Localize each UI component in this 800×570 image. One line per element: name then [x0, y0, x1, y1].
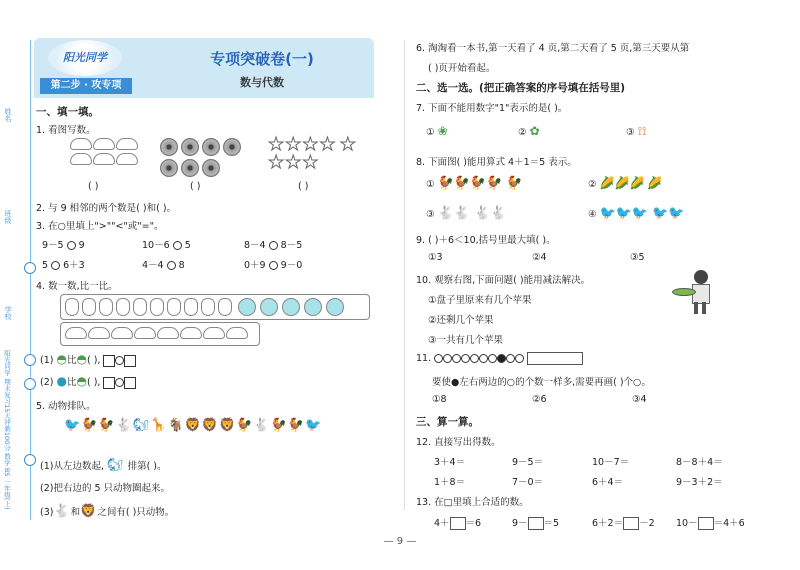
compare-circle[interactable] [167, 261, 176, 270]
question-9: 9. ( )＋6＜10,括号里最大填( )。 [416, 235, 556, 246]
class-label: 班级 [4, 210, 12, 224]
calc-item: 8－8＋4＝ [676, 457, 723, 468]
question-10: 10. 观察右图,下面问题( )能用减法解决。 [416, 275, 591, 286]
answer-box[interactable] [450, 517, 466, 530]
calc-item: 9－5＝ [512, 457, 544, 468]
question-4: 4. 数一数,比一比。 [36, 281, 118, 292]
answer-box[interactable] [528, 517, 544, 530]
q11-option: ②6 [532, 394, 547, 405]
column-divider [404, 40, 405, 510]
q11-option: ①8 [432, 394, 447, 405]
q5-part-1: (1)从左边数起, 🐿 排第( )。 [40, 458, 167, 473]
flower-group [160, 138, 250, 180]
fruit-row [60, 294, 370, 320]
page-number: — 9 — [383, 536, 417, 547]
q10-option: ②还剩几个苹果 [428, 315, 494, 326]
question-5: 5. 动物排队。 [36, 401, 96, 412]
compare-item: 4－4 8 [142, 260, 185, 271]
answer-blank[interactable]: ( ) [88, 181, 99, 192]
step-badge: 第二步 · 攻专项 [40, 78, 132, 94]
q9-option: ③5 [630, 252, 645, 263]
compare-circle[interactable] [67, 241, 76, 250]
compare-item: 8－4 8－5 [244, 240, 303, 251]
compare-item: 5 6＋3 [42, 260, 85, 271]
question-6-cont: ( )页开始看起。 [428, 63, 496, 74]
compare-line-2: (2) ●比◓( ), [40, 374, 136, 389]
binding-hole [24, 354, 36, 366]
answer-blank[interactable]: ( ) [190, 181, 201, 192]
answer-box[interactable] [103, 355, 115, 367]
binding-hole [24, 378, 36, 390]
q8-option-3: ③ 🐇🐇 🐇🐇 [426, 206, 507, 221]
compare-item: 9－5 9 [42, 240, 85, 251]
calc-item: 1＋8＝ [434, 477, 466, 488]
compare-item: 10－6 5 [142, 240, 191, 251]
compare-line-1: (1) ◓比◓( ), [40, 352, 136, 367]
answer-box[interactable] [124, 355, 136, 367]
compare-item: 0＋9 9－0 [244, 260, 303, 271]
fill-item: 9－ ＝5 [512, 518, 560, 529]
answer-box[interactable] [124, 377, 136, 389]
q7-option-2: ② ✿ [518, 124, 540, 138]
question-1: 1. 看图写数。 [36, 125, 96, 136]
school-label: 学校 [4, 306, 12, 320]
spine-text: 阳光同学 期末复习15天冲刺100分 数学 BS 一年级(上) [3, 350, 11, 510]
question-11-text: 要使●左右两边的○的个数一样多,需要再画( )个○。 [432, 377, 651, 388]
q8-option-1: ① 🐓🐓🐓🐓 🐓 [426, 176, 523, 191]
binding-hole [24, 454, 36, 466]
star-group: ★★★★ ★★★★ [268, 134, 356, 173]
section-fill-in: 一、填一填。 [36, 106, 99, 118]
peach-row [60, 322, 260, 346]
question-12: 12. 直接写出得数。 [416, 437, 501, 448]
binding-hole [24, 262, 36, 274]
answer-blank[interactable]: ( ) [298, 181, 309, 192]
fill-item: 6＋2＝ －2 [592, 518, 655, 529]
answer-box[interactable] [698, 517, 714, 530]
answer-circle[interactable] [115, 378, 124, 387]
fill-item: 10－ ＝4＋6 [676, 518, 745, 529]
calc-item: 10－7＝ [592, 457, 630, 468]
answer-box[interactable] [103, 377, 115, 389]
question-2: 2. 与 9 相邻的两个数是( )和( )。 [36, 203, 177, 214]
section-choose: 二、选一选。(把正确答案的序号填在括号里) [416, 82, 626, 94]
animal-queue: 🐦🐓🐓🐇🐿🦒🐐🦁🦁🦁🐓🐇🐓🐓🐦 [64, 418, 322, 433]
q8-option-2: ② 🌽🌽🌽 🌽 [588, 176, 663, 190]
name-label: 姓名 [4, 108, 12, 122]
q7-option-3: ③ ⟟⟟ [626, 124, 647, 138]
question-6: 6. 淘淘看一本书,第一天看了 4 页,第二天看了 5 页,第三天要从第 [416, 43, 690, 54]
compare-circle[interactable] [269, 261, 278, 270]
section-calc: 三、算一算。 [416, 416, 479, 428]
answer-box[interactable] [527, 352, 583, 365]
question-8: 8. 下面图( )能用算式 4＋1＝5 表示。 [416, 157, 577, 168]
calc-item: 6＋4＝ [592, 477, 624, 488]
compare-circle[interactable] [269, 241, 278, 250]
boy-with-plate-illustration [668, 270, 718, 314]
q7-option-1: ① ❀ [426, 124, 448, 138]
calc-item: 7－0＝ [512, 477, 544, 488]
answer-circle[interactable] [115, 356, 124, 365]
compare-circle[interactable] [51, 261, 60, 270]
peach-group [70, 138, 150, 168]
q9-option: ②4 [532, 252, 547, 263]
q5-part-3: (3)🐇和🦁之间有( )只动物。 [40, 504, 175, 519]
q5-part-2: (2)把右边的 5 只动物圈起来。 [40, 483, 171, 494]
page-subtitle: 数与代数 [240, 76, 284, 89]
q10-option: ③一共有几个苹果 [428, 335, 504, 346]
answer-box[interactable] [623, 517, 639, 530]
fill-item: 4＋ ＝6 [434, 518, 482, 529]
q11-option: ③4 [632, 394, 647, 405]
q8-option-4: ④ 🐦🐦🐦 🐦🐦 [588, 206, 685, 221]
question-7: 7. 下面不能用数字"1"表示的是( )。 [416, 103, 568, 114]
question-13: 13. 在□里填上合适的数。 [416, 497, 529, 508]
calc-item: 9－3＋2＝ [676, 477, 723, 488]
question-11: 11. [416, 352, 583, 365]
question-3: 3. 在○里填上">""<"或"="。 [36, 221, 164, 232]
calc-item: 3＋4＝ [434, 457, 466, 468]
logo: 阳光同学 [48, 40, 122, 76]
binding-line [30, 40, 31, 520]
page-title: 专项突破卷(一) [210, 50, 314, 68]
q10-option: ①盘子里原来有几个苹果 [428, 295, 532, 306]
compare-circle[interactable] [173, 241, 182, 250]
q9-option: ①3 [428, 252, 443, 263]
